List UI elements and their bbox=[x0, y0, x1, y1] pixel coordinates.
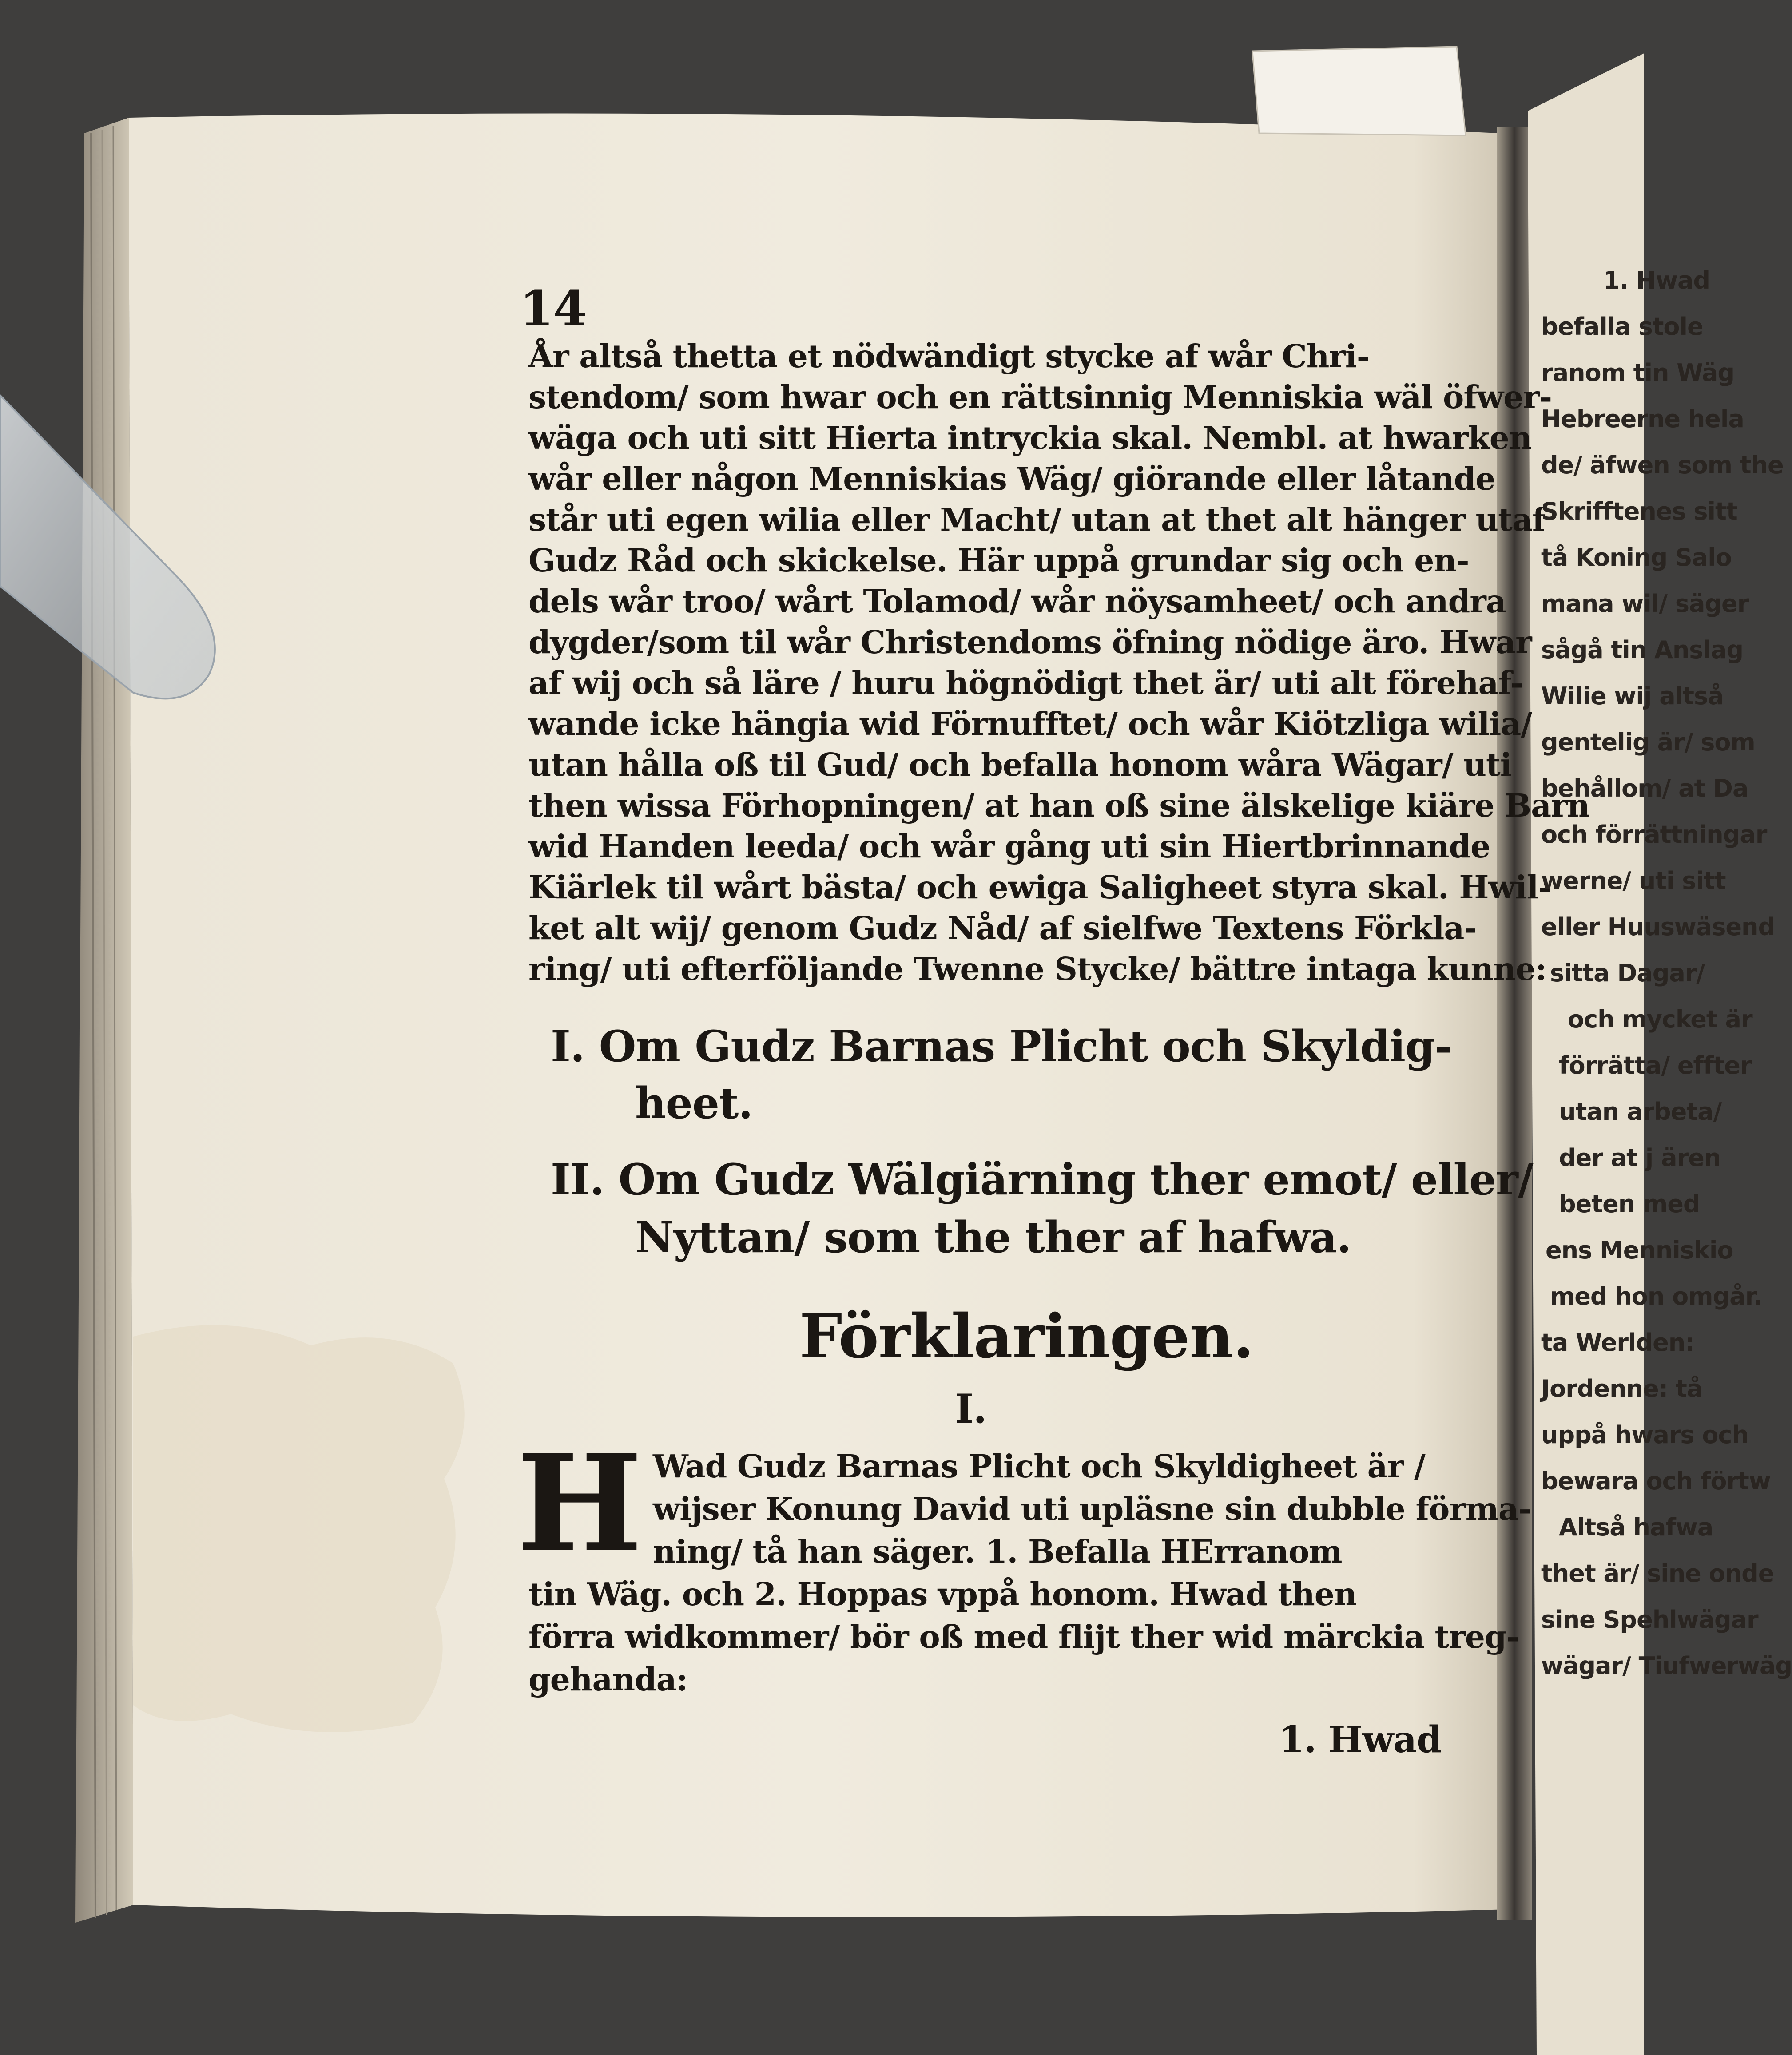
right-page-line: sine Spehlwägar bbox=[1541, 1606, 1758, 1634]
body-line: wande icke hängia wid Förnufftet/ och wår Kiötzliga wilia/ bbox=[528, 705, 1532, 742]
right-page-line: beten med bbox=[1559, 1190, 1700, 1218]
right-page-line: och förrättningar bbox=[1541, 821, 1767, 849]
right-page-line: der at j ären bbox=[1559, 1144, 1721, 1172]
right-page-line: behållom/ at Da bbox=[1541, 774, 1748, 802]
right-page-line: werne/ uti sitt bbox=[1541, 867, 1726, 895]
right-page-line: eller Huuswäsend bbox=[1541, 913, 1775, 941]
right-page-line: uppå hwars och bbox=[1541, 1421, 1748, 1449]
body-line: står uti egen wilia eller Macht/ utan at thet alt hänger utaf bbox=[528, 501, 1546, 538]
right-page-line: befalla stole bbox=[1541, 313, 1703, 341]
right-page-line: Hebreerne hela bbox=[1541, 405, 1744, 433]
right-page-line: tå Koning Salo bbox=[1541, 544, 1732, 571]
right-page-line: wägar/ Tiufwerwäg bbox=[1541, 1652, 1792, 1680]
right-page-line: sågå tin Anslag bbox=[1541, 636, 1744, 664]
section-line: wijser Konung David uti upläsne sin dubble förma- bbox=[653, 1490, 1531, 1527]
right-page-line: 1. Hwad bbox=[1603, 266, 1710, 294]
body-line: dels wår troo/ wårt Tolamod/ wår nöysamheet/ och andra bbox=[528, 583, 1506, 620]
section-line: ning/ tå han säger. 1. Befalla HErranom bbox=[653, 1533, 1342, 1570]
heading-line: heet. bbox=[635, 1078, 753, 1128]
page-number: 14 bbox=[520, 280, 587, 337]
right-page-line: gentelig är/ som bbox=[1541, 728, 1755, 756]
body-line: wid Handen leeda/ och wår gång uti sin Hiertbrinnande bbox=[528, 828, 1490, 865]
body-line: utan hålla oß til Gud/ och befalla honom wåra Wägar/ uti bbox=[528, 746, 1512, 783]
paper-slip bbox=[1252, 47, 1466, 135]
right-page-line: thet är/ sine onde bbox=[1541, 1559, 1774, 1587]
right-page-line: och mycket är bbox=[1568, 1005, 1752, 1033]
section-line: gehanda: bbox=[528, 1661, 687, 1698]
heading-line: Nyttan/ som the ther af hafwa. bbox=[635, 1212, 1351, 1262]
body-line: dygder/som til wår Christendoms öfning nödige äro. Hwar bbox=[528, 623, 1532, 661]
section-line: förra widkommer/ bör oß med flijt ther wid märckia treg- bbox=[528, 1618, 1519, 1655]
body-line: wår eller någon Menniskias Wäg/ giörande eller låtande bbox=[528, 460, 1495, 497]
section-line: tin Wäg. och 2. Hoppas vppå honom. Hwad then bbox=[528, 1575, 1357, 1613]
right-page-line: de/ äfwen som the bbox=[1541, 451, 1784, 479]
body-line: ring/ uti efterföljande Twenne Stycke/ bättre intaga kunne: bbox=[528, 950, 1546, 988]
right-page-text bbox=[1541, 266, 1792, 1954]
right-page-line: utan arbeta/ bbox=[1559, 1098, 1722, 1126]
right-page-line: förrätta/ effter bbox=[1559, 1051, 1752, 1079]
body-line: Gudz Råd och skickelse. Här uppå grundar sig och en- bbox=[528, 542, 1469, 579]
right-page-line: Jordenne: tå bbox=[1541, 1375, 1703, 1403]
body-line: wäga och uti sitt Hierta intryckia skal. Nembl. at hwarken bbox=[528, 419, 1532, 456]
catchword: 1. Hwad bbox=[1279, 1718, 1442, 1761]
right-page-line: Skrifftenes sitt bbox=[1541, 497, 1737, 525]
right-page-line: med hon omgår. bbox=[1550, 1282, 1762, 1310]
right-page-line: ranom tin Wäg bbox=[1541, 359, 1734, 387]
body-line: stendom/ som hwar och en rättsinnig Menniskia wäl öfwer- bbox=[528, 378, 1552, 416]
right-page-line: sitta Dagar/ bbox=[1550, 959, 1705, 987]
body-line: Kiärlek til wårt bästa/ och ewiga Saligheet styra skal. Hwil- bbox=[528, 869, 1551, 906]
body-line: ket alt wij/ genom Gudz Nåd/ af sielfwe Textens Förkla- bbox=[528, 909, 1477, 947]
body-line: År altså thetta et nödwändigt stycke af wår Chri- bbox=[528, 337, 1370, 375]
water-stain bbox=[133, 1325, 465, 1732]
drop-cap: H bbox=[517, 1424, 643, 1582]
body-line: af wij och så läre / huru högnödigt thet är/ uti alt förehaf- bbox=[528, 664, 1523, 702]
right-page-line: ens Menniskio bbox=[1546, 1236, 1733, 1264]
body-line: then wissa Förhopningen/ at han oß sine älskelige kiäre Barn bbox=[528, 787, 1590, 824]
right-page-line: bewara och förtw bbox=[1541, 1467, 1771, 1495]
right-page-line: Altså hafwa bbox=[1559, 1513, 1713, 1541]
right-page-line: ta Werlden: bbox=[1541, 1329, 1694, 1357]
section-numeral: I. bbox=[955, 1385, 987, 1432]
section-title: Förklaringen. bbox=[799, 1301, 1254, 1372]
section-line: Wad Gudz Barnas Plicht och Skyldigheet är / bbox=[653, 1448, 1425, 1485]
heading-line: I. Om Gudz Barnas Plicht och Skyldig- bbox=[551, 1021, 1452, 1071]
right-page-line: Wilie wij altså bbox=[1541, 682, 1724, 710]
heading-line: II. Om Gudz Wälgiärning ther emot/ eller/ bbox=[551, 1154, 1533, 1205]
right-page-line: mana wil/ säger bbox=[1541, 590, 1749, 618]
